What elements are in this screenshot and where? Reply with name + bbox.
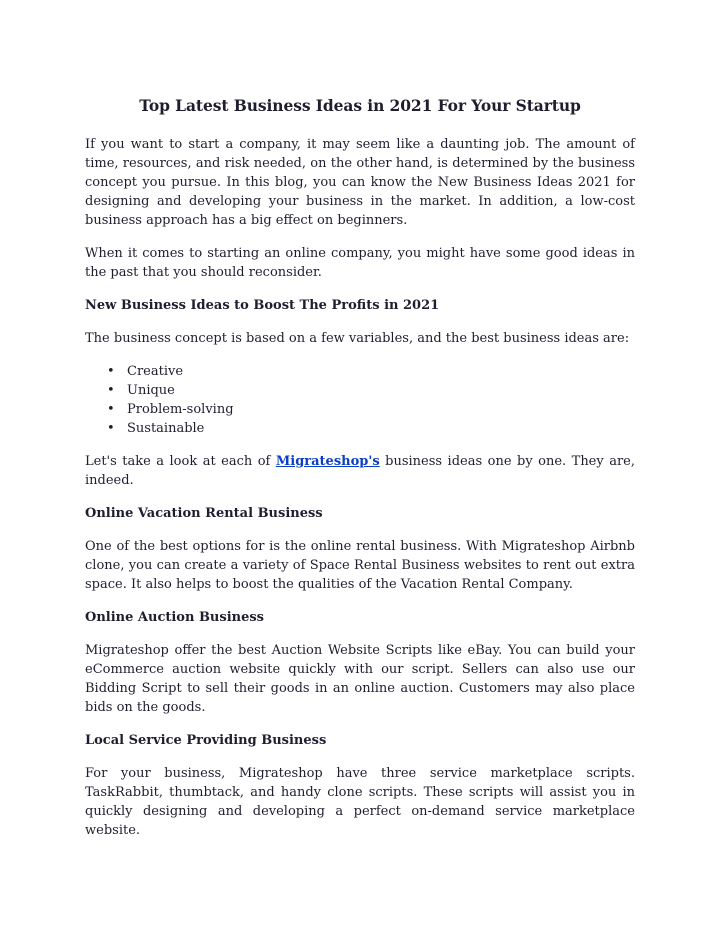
followup-paragraph — [85, 452, 635, 490]
list-item: • Unique — [127, 381, 635, 400]
document-page — [85, 96, 635, 854]
document-title: Top Latest Business Ideas in 2021 For Your Startup — [139, 96, 581, 115]
list-item: • Creative — [127, 362, 635, 381]
followup-text-after: business ideas one by one. They are, indeed. — [85, 454, 635, 488]
business-concept-paragraph: The business concept is based on a few variables, and the best business ideas are: — [85, 331, 630, 346]
business-qualities-list — [85, 362, 635, 438]
section-heading-auction: Online Auction Business — [85, 610, 265, 625]
list-item: • Problem-solving — [127, 400, 635, 419]
intro-paragraph: If you want to start a company, it may seem like a daunting job. The amount of time, resources, and risk needed, on the other hand, is determined by the business concept you pursue. In this blog, you can know the New Business Ideas 2021 for designing and developing your business in the market. In addition, a low-cost business approach has a big effect on beginners. — [85, 137, 635, 228]
online-company-paragraph: When it comes to starting an online company, you might have some good ideas in the past that you should reconsider. — [85, 246, 635, 280]
vacation-rental-paragraph: One of the best options for is the online rental business. With Migrateshop Airbnb clone, you can create a variety of Space Rental Business websites to rent out extra space. It also helps to boost the qualities of the Vacation Rental Company. — [85, 539, 635, 592]
section-heading-local-service: Local Service Providing Business — [85, 733, 327, 748]
section-heading-new-business-ideas: New Business Ideas to Boost The Profits in 2021 — [85, 298, 440, 313]
migrateshop-link[interactable]: Migrateshop's — [275, 454, 380, 469]
section-heading-vacation-rental: Online Vacation Rental Business — [85, 506, 323, 521]
local-service-paragraph: For your business, Migrateshop have three service marketplace scripts. TaskRabbit, thumbtack, and handy clone scripts. These scripts will assist you in quickly designing and developing a perfect on-demand service marketplace website. — [85, 766, 635, 838]
followup-text-before: Let's take a look at each of — [85, 454, 276, 469]
auction-paragraph: Migrateshop offer the best Auction Website Scripts like eBay. You can build your eCommerce auction website quickly with our script. Sellers can also use our Bidding Script to sell their goods in an online auction. Customers may also place bids on the goods. — [85, 643, 635, 715]
list-item: • Sustainable — [127, 419, 635, 438]
